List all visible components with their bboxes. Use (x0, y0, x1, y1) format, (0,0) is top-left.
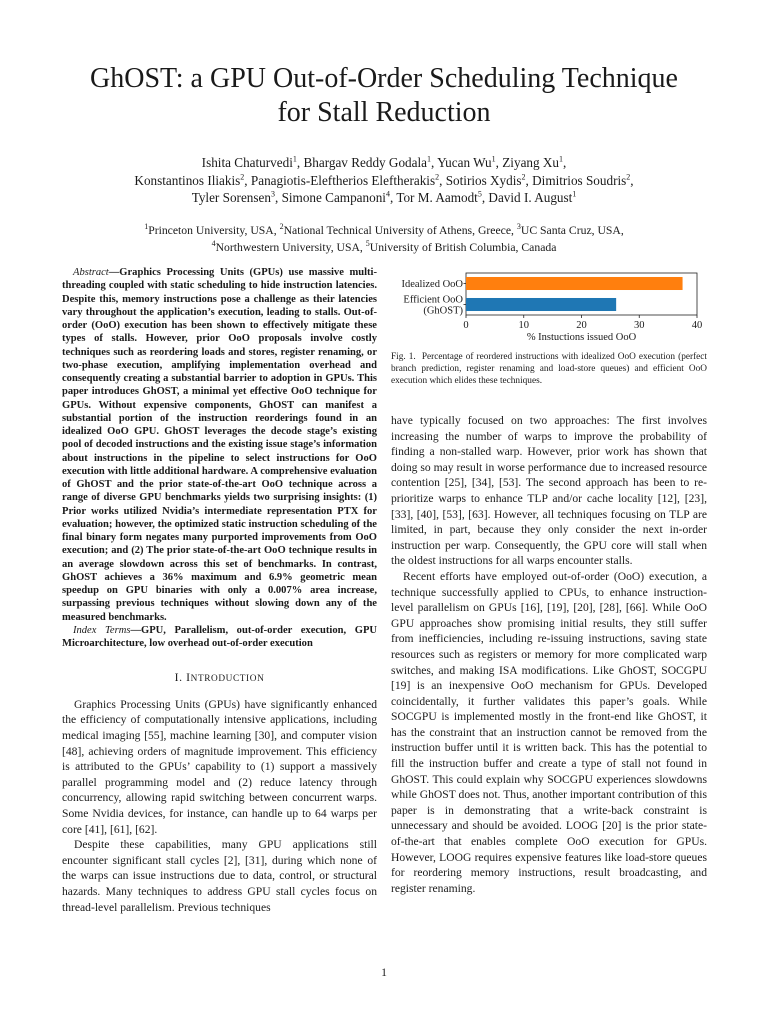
affiliation-line (40, 240, 728, 257)
section-heading-introduction (62, 670, 377, 688)
author-name: David I. August (488, 190, 573, 205)
affiliation-name: National Technical University of Athens, Greece, (283, 224, 517, 237)
affiliation-name: Princeton University, USA, (148, 224, 280, 237)
affiliation-line (40, 223, 728, 240)
figure-1-caption (391, 351, 707, 388)
chart-category-label: Idealized OoO (401, 279, 463, 290)
author-name: Dimitrios Soudris (532, 172, 627, 188)
author-name: Ziyang Xu (502, 155, 560, 170)
author-name: Panagiotis-Eleftherios Eleftherakis (250, 172, 436, 188)
affiliation-marker: 1 (292, 154, 297, 164)
chart-x-axis-label: % Instuctions issued OoO (526, 332, 637, 343)
intro-paragraph-3: have typically focused on two approaches: The first involves increasing the number of warps to improve the probability of finding a non-stalled warp. However, prior work has shown that doing so may result in worse performance due to increased resource contention [25], [34], [53]. The second approach has been to re-prioritize warps to enhance TLP and/or cache locality [12], [23], [33], [40], [53], [63]. However, all techniques focusing on TLP are limited, in part, because they only consider the next in-order instruction per warp. Consequently, the GPU core will stall when the oldest instructions for all warps encounter stalls. (391, 414, 707, 568)
section-title-rest: NTRODUCTION (190, 674, 265, 685)
affiliation-marker: 2 (279, 222, 284, 232)
author-name: Sotirios Xydis (445, 172, 522, 188)
section-number: I. (174, 671, 183, 685)
figure-caption-label: Fig. 1. (391, 352, 416, 362)
author-name: Tyler Sorensen (191, 190, 271, 205)
intro-paragraph-4: Recent efforts have employed out-of-order (OoO) execution, a technique successfully applied to CPUs, to enhance instruction-level parallelism on GPUs [16], [19], [20], [28], [66]. While OoO GPU approaches show promising initial results, they still suffer from inefficiencies, including re-issuing instructions, saving state resources such as registers or memory for more complicated warp switches, and making ISA modifications. Like GhOST, SOCGPU [19] is an inexpensive OoO mechanism for GPUs. Developed coincidentally, it further validates this paper’s goals. While SOCGPU is implemented mostly in the front-end like GhOST, it has the constraint that an instruction cannot be removed from the instruction buffer until it is written back. This has the potential to fill the instruction buffer and create a type of stall not found in GhOST. This could explain why SOCGPU experiences slowdowns while GhOST does not. Thus, another important contribution of this paper is in demonstrating that a write-back constraint is unnecessary and should be avoided. LOOG [20] is the prior state-of-the-art that enables complete OoO execution for GPUs. However, LOOG requires expensive features like load-store queues for reordering memory instructions, result broadcasting, and register renaming. (391, 569, 707, 895)
affiliation-marker: 1 (559, 154, 564, 164)
affiliation-marker: 2 (435, 172, 440, 182)
affiliation-marker: 5 (477, 189, 482, 199)
paper-title (40, 62, 728, 130)
affiliation-marker: 2 (626, 172, 631, 182)
figure-caption-text: Percentage of reordered instructions with idealized OoO execution (perfect branch prediction, register renaming and load-store queues) and efficient OoO execution which elides these techniques. (391, 352, 707, 387)
author-name: Ishita Chaturvedi (201, 155, 293, 170)
chart-x-tick-label: 20 (576, 320, 587, 331)
paper-title-line1: GhOST: a GPU Out-of-Order Scheduling Technique (90, 63, 678, 94)
left-column (62, 266, 377, 915)
index-terms-label: Index Terms (73, 624, 131, 636)
affiliation-marker: 1 (572, 189, 577, 199)
affiliation-marker: 1 (427, 154, 432, 164)
author-list (40, 154, 728, 207)
page-number: 1 (381, 966, 387, 979)
affiliation-marker: 1 (491, 154, 496, 164)
affiliation-marker: 4 (211, 238, 216, 248)
author-line: Ishita Chaturvedi$^1$, Bhargav Reddy Godala$^1$, Yucan Wu$^1$, Ziyang Xu$^1$, (201, 154, 567, 170)
affiliation-marker: 3 (516, 222, 521, 232)
chart-bar (466, 298, 616, 311)
author-name: Yucan Wu (437, 155, 492, 170)
author-line: Konstantinos Iliakis$^2$, Panagiotis-Eleftherios Eleftherakis$^2$, Sotirios Xydis$^2$, Dimitrios Soudris$^2$, (134, 172, 634, 188)
affiliation-name: University of British Columbia, Canada (369, 240, 557, 254)
affiliation-list (40, 223, 728, 256)
affiliation-marker: 3 (270, 189, 275, 199)
author-name: Simone Campanoni (281, 190, 386, 205)
author-line: Tyler Sorensen$^3$, Simone Campanoni$^4$, Tor M. Aamodt$^5$, David I. August$^1$ (191, 189, 577, 205)
abstract-label: Abstract (73, 267, 109, 278)
figure-1-chart (390, 270, 710, 350)
affiliation-marker: 2 (521, 172, 526, 182)
chart-bar (466, 277, 683, 290)
chart-x-tick-label: 30 (634, 320, 645, 331)
author-name: Bhargav Reddy Godala (303, 155, 428, 170)
abstract: Abstract—Graphics Processing Units (GPUs) use massive multi-threading coupled with static scheduling to hide instruction latencies. Despite this, memory instructions pose a challenge as their latencies vary throughout the application’s execution, leading to stalls. Out-of-order (OoO) execution has been shown to effectively mitigate these types of stalls. However, prior OoO proposals involve costly techniques such as reordering loads and stores, register renaming, or two-phase execution, amplifying implementation overhead and consequently creating a substantial barrier to adoption in GPUs. This paper introduces GhOST, a minimal yet effective OoO technique for GPUs. Without expensive components, GhOST can manifest a substantial portion of the instruction reorderings found in an idealized OoO GPU. GhOST leverages the decode stage’s existing pool of decoded instructions and the existing issue stage’s information about instructions in the pipeline to select instructions for OoO execution with little additional hardware. A comprehensive evaluation of GhOST and the prior state-of-the-art OoO technique across a range of diverse GPU benchmarks yields two surprising insights: (1) Prior works utilized Nvidia’s intermediate representation PTX for evaluation; however, the optimized static instruction scheduling of the final binary form negates many purported improvements from OoO execution; and (2) The prior state-of-the-art OoO technique results in an average slowdown across this set of benchmarks. In contrast, GhOST achieves a 36% maximum and 6.9% geometric mean speedup on GPU binaries with only a 0.007% area increase, surpassing previous techniques without slowing down any of the measured benchmarks. (62, 267, 377, 623)
chart-category-label: Efficient OoO (403, 294, 463, 306)
affiliation-name: Northwestern University, USA, (215, 240, 366, 254)
author-name: Tor M. Aamodt (396, 190, 478, 205)
abstract-text: Graphics Processing Units (GPUs) use massive multi-threading coupled with static scheduling to hide instruction latencies. Despite this, memory instructions pose a challenge as their latencies vary throughout the application’s execution, leading to stalls. Out-of-order (OoO) execution has been shown to effectively mitigate these types of stalls. However, prior OoO proposals involve costly techniques such as reordering loads and stores, register renaming, or two-phase execution, amplifying implementation overhead and consequently creating a substantial barrier to adoption in GPUs. This paper introduces GhOST, a minimal yet effective OoO technique for GPUs. Without expensive components, GhOST can manifest a substantial portion of the instruction reorderings found in an idealized OoO GPU. GhOST leverages the decode stage’s existing pool of decoded instructions and the existing issue stage’s information about instructions in the pipeline to select instructions for OoO execution with little additional hardware. A comprehensive evaluation of GhOST and the prior state-of-the-art OoO technique across a range of diverse GPU benchmarks yields two surprising insights: (1) Prior works utilized Nvidia’s intermediate representation PTX for evaluation; however, the optimized static instruction scheduling of the final binary form negates many purported improvements from OoO execution; and (2) The prior state-of-the-art OoO technique results in an average slowdown across this set of benchmarks. In contrast, GhOST achieves a 36% maximum and 6.9% geometric mean speedup on GPU binaries with only a 0.007% area increase, surpassing previous techniques without slowing down any of the measured benchmarks. (62, 267, 377, 623)
chart-x-tick-label: 10 (518, 320, 529, 331)
chart-category-label: (GhOST) (423, 305, 463, 317)
affiliation-marker: 4 (385, 189, 390, 199)
right-column (391, 413, 707, 896)
affiliation-marker: 1 (144, 222, 149, 232)
affiliation-marker: 2 (240, 172, 245, 182)
paper-title-line2: for Stall Reduction (277, 97, 491, 128)
author-name: Konstantinos Iliakis (134, 172, 241, 188)
index-terms: Index Terms—GPU, Parallelism, out-of-order execution, GPU Microarchitecture, low overhead out-of-order execution (62, 624, 377, 649)
affiliation-name: UC Santa Cruz, USA, (520, 224, 624, 237)
chart-x-tick-label: 40 (691, 320, 703, 331)
chart-x-tick-label: 0 (463, 320, 469, 331)
index-terms-text: GPU, Parallelism, out-of-order execution, GPU Microarchitecture, low overhead out-of-order execution (62, 624, 377, 649)
affiliation-marker: 5 (365, 238, 370, 248)
intro-paragraph-2: Despite these capabilities, many GPU applications still encounter significant stall cycles [2], [31], during which none of the warps can issue instructions due to data, control, or structural hazards. Many techniques to address GPU stall cycles focus on thread-level parallelism. Previous techniques (62, 838, 377, 914)
section-title-initial: I (186, 671, 191, 685)
intro-paragraph-1: Graphics Processing Units (GPUs) have significantly enhanced the efficiency of computationally intensive applications, including medical imaging [55], machine learning [30], and computer vision [48], achieving orders of magnitude improvement. This efficiency is attributed to the GPUs’ capability to (1) support a massively parallel programming model and (2) reduce latency through concurrency, allowing rapid switching between concurrent warps. Some Nvidia devices, for instance, can handle up to 64 warps per core [41], [61], [62]. (62, 697, 377, 836)
